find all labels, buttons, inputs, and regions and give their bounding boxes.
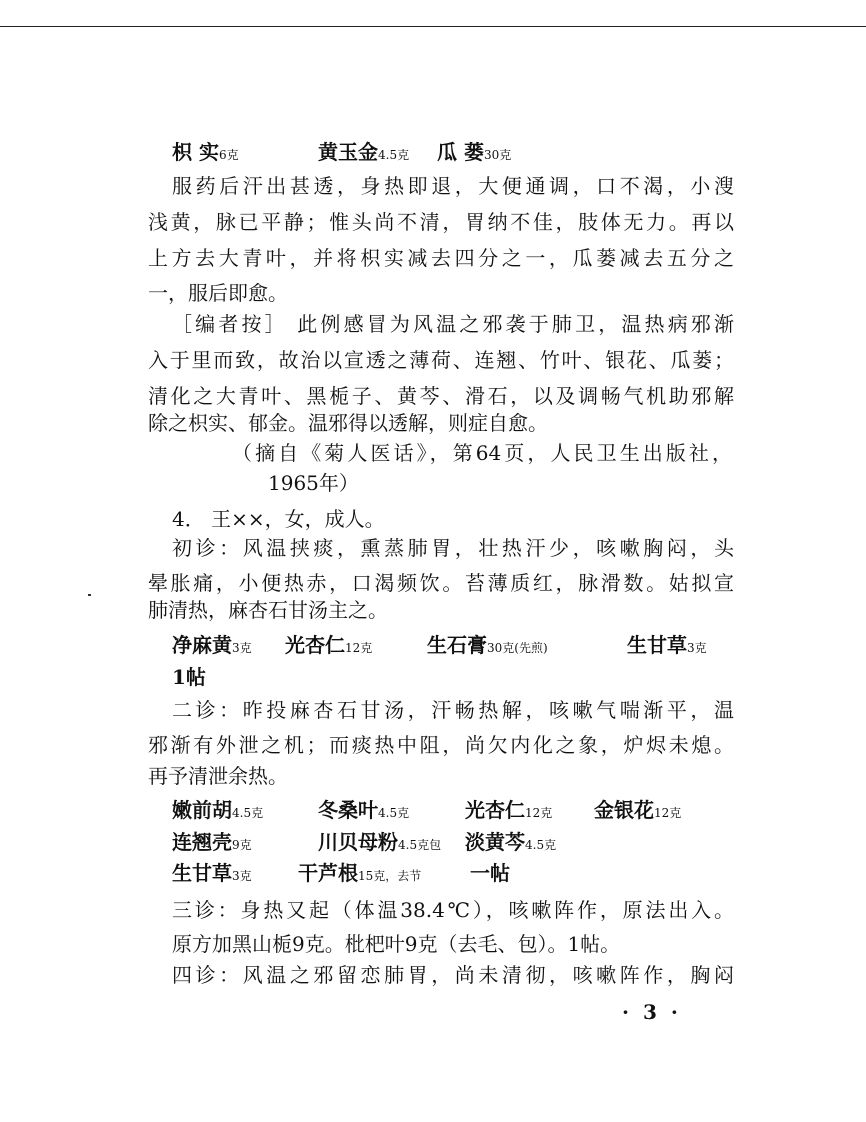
herb-dose: 3克 <box>687 641 707 655</box>
herb-name: 光杏仁 <box>465 798 525 822</box>
herb-item <box>172 632 252 661</box>
herb-item <box>172 860 252 889</box>
herb-item <box>318 829 441 858</box>
herb-dose: 15克，去节 <box>358 869 422 883</box>
text-line: 服药后汗出甚透，身热即退，大便通调，口不渴，小溲 <box>172 174 734 198</box>
text-line: 邪渐有外泄之机；而痰热中阻，尚欠内化之象，炉烬未熄。 <box>148 733 734 757</box>
text-line: 清化之大青叶、黑栀子、黄芩、滑石，以及调畅气机助邪解 <box>148 384 734 408</box>
herb-name: 净麻黄 <box>172 633 232 657</box>
herb-dose: 4.5克包 <box>398 838 442 852</box>
herb-dose: 12克 <box>654 806 682 820</box>
herb-dose: 4.5克 <box>232 806 264 820</box>
text-line: 入于里而致，故治以宣透之薄荷、连翘、竹叶、银花、瓜蒌； <box>148 348 734 372</box>
herb-item <box>437 139 511 168</box>
herb-item <box>427 632 548 661</box>
herb-name: 金银花 <box>594 798 654 822</box>
herb-dose: 3克 <box>232 641 252 655</box>
text-line: 原方加黑山栀9克。枇杷叶9克（去毛、包）。1帖。 <box>172 932 621 956</box>
herb-name: 生甘草 <box>627 633 687 657</box>
page-number: ·3· <box>622 1000 692 1024</box>
text-line: 除之枳实、郁金。温邪得以透解，则症自愈。 <box>148 411 548 435</box>
herb-name: 连翘壳 <box>172 830 232 854</box>
herb-item <box>627 632 707 661</box>
text-line: 上方去大青叶，并将枳实减去四分之一，瓜蒌减去五分之 <box>148 246 734 270</box>
herb-name: 生甘草 <box>172 861 232 885</box>
herb-item <box>318 139 409 168</box>
herb-item <box>318 797 409 826</box>
herb-dose: 12克 <box>525 806 553 820</box>
herb-item <box>172 829 252 858</box>
herb-name: 一帖 <box>470 861 510 885</box>
herb-name: 瓜 蒌 <box>437 140 484 164</box>
herb-name: 川贝母粉 <box>318 830 398 854</box>
herb-name: 冬桑叶 <box>318 798 378 822</box>
herb-dose: 30克(先煎) <box>487 641 548 655</box>
herb-dose: 3克 <box>232 869 252 883</box>
herb-dose: 30克 <box>483 148 512 162</box>
herb-name: 干芦根 <box>298 861 358 885</box>
herb-item <box>172 664 206 693</box>
text-line: 晕胀痛，小便热赤，口渴频饮。苔薄质红，脉滑数。姑拟宣 <box>148 571 734 595</box>
herb-dose: 9克 <box>232 838 252 852</box>
herb-dose: 12克 <box>345 641 373 655</box>
herb-name: 嫩前胡 <box>172 798 232 822</box>
text-line: 二诊：昨投麻杏石甘汤，汗畅热解，咳嗽气喘渐平，温 <box>172 698 734 722</box>
text-line: 一，服后即愈。 <box>148 281 288 305</box>
top-rule <box>0 26 866 27</box>
herb-name: 淡黄芩 <box>465 830 525 854</box>
text-line: 1965年） <box>268 471 359 495</box>
text-line: 肺清热，麻杏石甘汤主之。 <box>148 598 388 622</box>
text-line: ［编者按］ 此例感冒为风温之邪袭于肺卫，温热病邪渐 <box>172 312 734 336</box>
herb-dose: 4.5克 <box>378 806 410 820</box>
herb-name: 光杏仁 <box>285 633 345 657</box>
herb-item <box>594 797 681 826</box>
text-line: 三诊：身热又起（体温38.4℃），咳嗽阵作，原法出入。 <box>172 898 734 922</box>
herb-item <box>470 860 510 889</box>
herb-item <box>465 829 556 858</box>
text-line: 4． 王××，女，成人。 <box>172 507 385 531</box>
herb-dose: 6克 <box>218 148 239 162</box>
herb-item <box>285 632 372 661</box>
herb-name: 1帖 <box>172 665 206 689</box>
text-line: 初诊：风温挟痰，熏蒸肺胃，壮热汗少，咳嗽胸闷，头 <box>172 536 734 560</box>
herb-item <box>172 797 263 826</box>
herb-item <box>465 797 552 826</box>
text-line: 再予清泄余热。 <box>148 764 288 788</box>
scan-speck <box>88 594 91 596</box>
herb-name: 枳 实 <box>172 140 219 164</box>
herb-dose: 4.5克 <box>525 838 557 852</box>
herb-name: 黄玉金 <box>318 140 378 164</box>
herb-item <box>172 139 239 168</box>
herb-name: 生石膏 <box>427 633 487 657</box>
herb-dose: 4.5克 <box>378 148 410 162</box>
text-line: 四诊：风温之邪留恋肺胃，尚未清彻，咳嗽阵作，胸闷 <box>172 963 734 987</box>
herb-item <box>298 860 421 889</box>
text-line: 浅黄，脉已平静；惟头尚不清，胃纳不佳，肢体无力。再以 <box>148 210 734 234</box>
text-line: （摘自《菊人医话》，第64页，人民卫生出版社， <box>232 441 732 465</box>
